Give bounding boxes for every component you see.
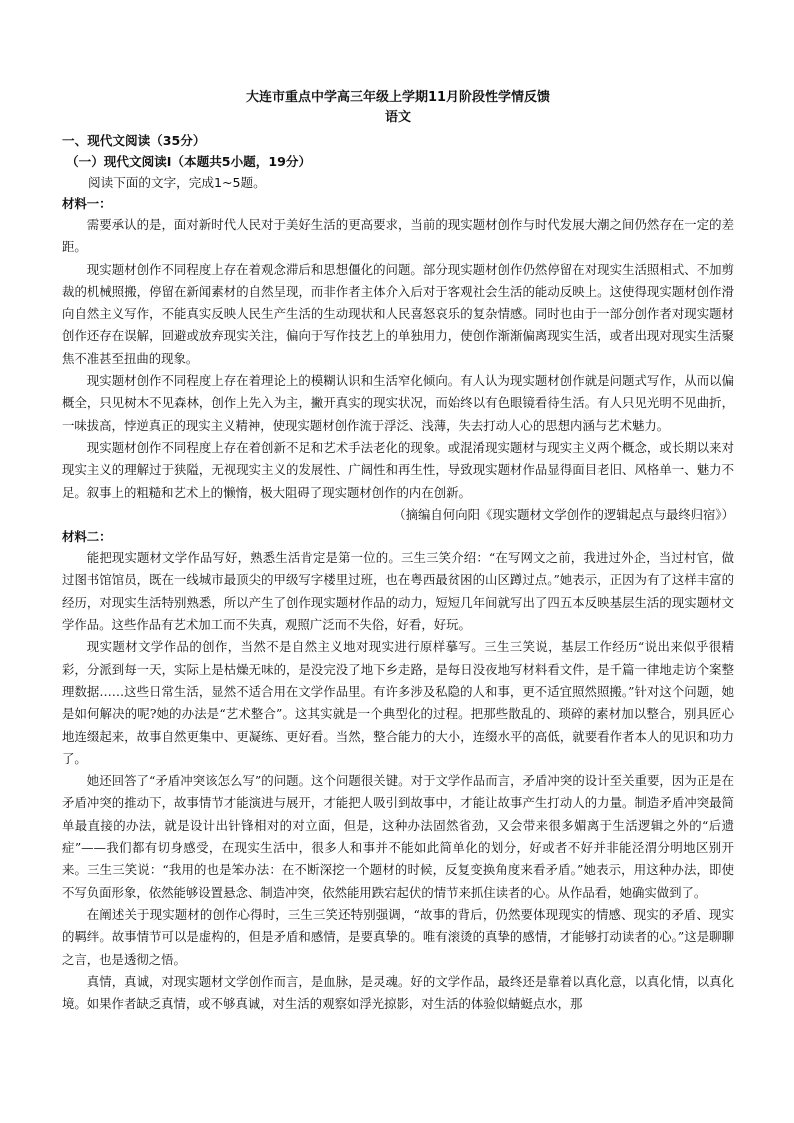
material-one-paragraph: 需要承认的是，面对新时代人民对于美好生活的更高要求，当前的现实题材创作与时代发展大潮之间仍然存在一定的差距。 xyxy=(62,217,734,255)
exam-subject: 语文 xyxy=(384,110,411,125)
material-two-paragraph: 在阐述关于现实题材的创作心得时，三生三笑还特别强调，“故事的背后，仍然要体现现实的情感、现实的矛盾、现实的羁绊。故事情节可以是虚构的，但是矛盾和感情，是要真挚的。唯有滚烫的真挚的感情，才能够打动读者的心。”这是聊聊之言，也是透彻之悟。 xyxy=(62,906,734,967)
material-one-source: （摘编自何向阳《现实题材文学创作的逻辑起点与最终归宿》） xyxy=(393,506,734,522)
material-one-paragraph: 现实题材创作不同程度上存在着理论上的模糊认识和生活窄化倾向。有人认为现实题材创作就是问题式写作，从而以偏概全，只见树木不见森林，创作上先入为主，撇开真实的现实状况，而始终以有色眼镜看待生活。有人只见光明不见曲折，一味拔高，悖逆真正的现实主义精神，使现实题材创作流于浮泛、浅薄，失去打动人心的思想内涵与艺术魅力。 xyxy=(62,373,734,433)
subsection-heading: （一）现代文阅读Ⅰ（本题共5小题，19分） xyxy=(66,154,312,169)
material-two-paragraph: 能把现实题材文学作品写好，熟悉生活肯定是第一位的。三生三笑介绍：“在写网文之前，我进过外企，当过村官，做过图书馆馆员，既在一线城市最顶尖的甲级写字楼里过班，也在粤西最贫困的山区蹲过点。”她表示，正因为有了这样丰富的经历，对现实生活特别熟悉，所以产生了创作现实题材作品的动力，短短几年间就写出了四五本反映基层生活的现实题材文学作品。这些作品有艺术加工而不失真，观照广泛而不失俗，好看，好玩。 xyxy=(62,550,734,633)
reading-instruction: 阅读下面的文字，完成1~5题。 xyxy=(88,175,266,190)
material-two-paragraph: 现实题材文学作品的创作，当然不是自然主义地对现实进行原样摹写。三生三笑说，基层工作经历“说出来似乎很精彩，分派到每一天，实际上是枯燥无味的，是没完没了地下乡走路，是每日没夜地写材料看文件，是千篇一律地走访个案整理数据……这些日常生活，显然不适合用在文学作品里。有许多涉及私隐的人和事，更不适宜照然照搬。”针对这个问题，她是如何解决的呢?她的办法是“艺术整合”。这其实就是一个典型化的过程。把那些散乱的、琐碎的素材加以整合，别具匠心地连缀起来，故事自然更集中、更凝练、更好看。当然，整合能力的大小，连缀水平的高低，就要看作者本人的见识和功力了。 xyxy=(62,639,734,766)
material-two-paragraph: 她还回答了“矛盾冲突该怎么写”的问题。这个问题很关键。对于文学作品而言，矛盾冲突的设计至关重要，因为正是在矛盾冲突的推动下，故事情节才能演进与展开，才能把人吸引到故事中，才能让故事产生打动人的力量。制造矛盾冲突最简单最直接的办法，就是设计出针锋相对的对立面，但是，这种办法固然省劲，又会带来很多媚离于生活逻辑之外的“后遗症”——我们都有切身感受，在现实生活中，很多人和事并不能如此简单化的划分，好或者不好并非能泾渭分明地区别开来。三生三笑说：“我用的也是笨办法：在不断深挖一个题材的时候，反复变换角度来看矛盾。”她表示，用这种办法，即使不写负面形象，依然能够设置悬念、制造冲突，依然能用跌宕起伏的情节来抓住读者的心。从作品看，她确实做到了。 xyxy=(62,773,734,900)
material-one-paragraph: 现实题材创作不同程度上存在着观念滞后和思想僵化的问题。部分现实题材创作仍然停留在对现实生活照相式、不加剪裁的机械照搬，停留在新闻素材的自然呈现，而非作者主体介入后对于客观社会生活的能动反映上。这使得现实题材创作滑向自然主义写作，不能真实反映人民生产生活的生动现状和人民喜怒哀乐的复杂情感。同时也由于一部分创作者对现实题材创作还存在误解，回避或放弃现实关注，偏向于写作技艺上的单独用力，使创作渐渐偏离现实生活，或者出现对现实生活聚焦不准甚至扭曲的现象。 xyxy=(62,261,734,366)
section-heading: 一、现代文阅读（35分） xyxy=(62,133,206,148)
material-one-paragraph: 现实题材创作不同程度上存在着创新不足和艺术手法老化的现象。或混淆现实题材与现实主义两个概念，或长期以来对现实主义的理解过于狭隘，无视现实主义的发展性、广阔性和再生性，导致现实题材作品显得面目老旧、风格单一、魅力不足。叙事上的粗糙和艺术上的懒惰，极大阻碍了现实题材创作的内在创新。 xyxy=(62,439,734,500)
material-two-label: 材料二： xyxy=(62,529,112,545)
exam-title: 大连市重点中学高三年级上学期11月阶段性学情反馈 xyxy=(245,90,551,105)
material-two-paragraph: 真情，真诚，对现实题材文学创作而言，是血脉，是灵魂。好的文学作品，最终还是靠着以真化意，以真化情，以真化境。如果作者缺乏真情，或不够真诚，对生活的观察如浮光掠影，对生活的体验似蜻蜓点水，那 xyxy=(62,973,734,1012)
material-one-label: 材料一： xyxy=(62,196,112,211)
